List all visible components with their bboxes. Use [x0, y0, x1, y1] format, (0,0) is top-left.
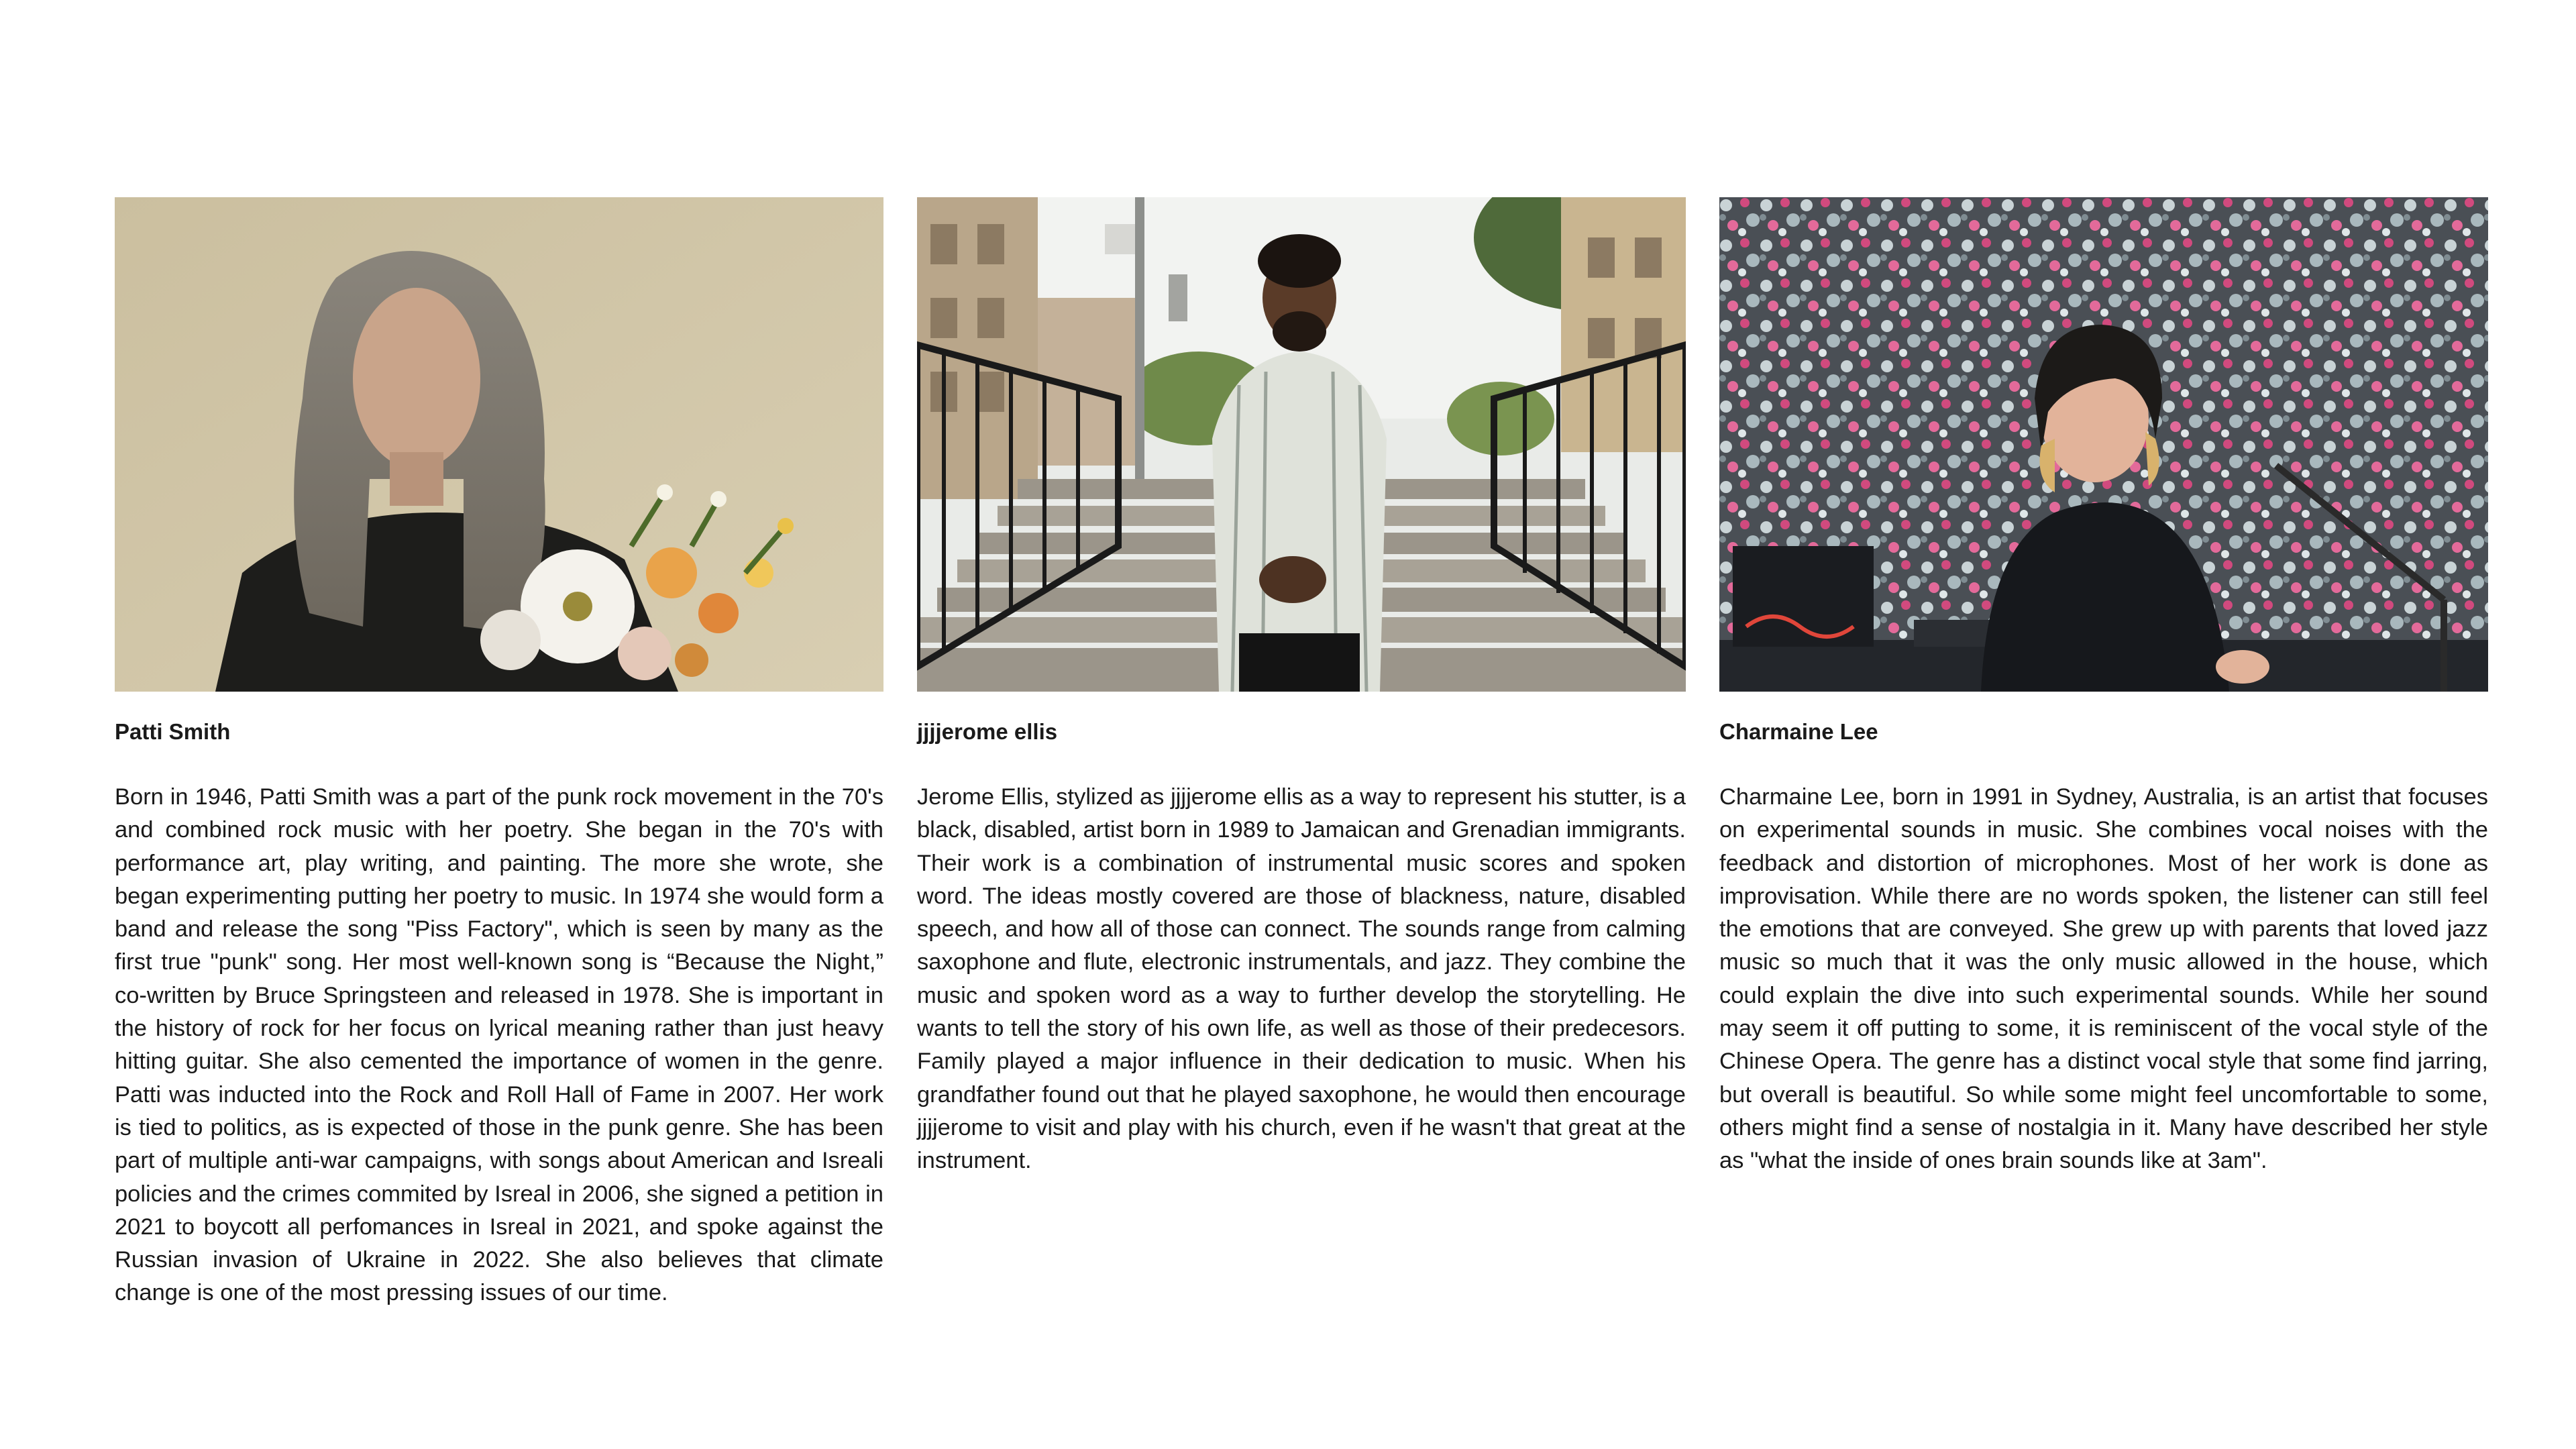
artist-card-charmaine-lee — [1719, 197, 2488, 1178]
artist-card-patti-smith — [115, 197, 883, 1310]
portrait-photo-icon — [917, 197, 1686, 692]
artist-name: Patti Smith — [115, 719, 231, 744]
artist-bio: Charmaine Lee, born in 1991 in Sydney, Australia, is an artist that focuses on experimental sounds in music. She combines vocal noises with the feedback and distortion of microphones. Most of her work is done as improvisation. While there are no words spoken, the listener can still feel the emotions that are conveyed. She grew up with parents that loved jazz music so much that it was the only music allowed in the house, which could explain the dive into such experimental sounds. While her sound may seem it off putting to some, it is reminiscent of the vocal style of the Chinese Opera. The genre has a distinct vocal style that some find jarring, but overall is beautiful. So while some might feel uncomfortable to some, others might find a sense of nostalgia in it. Many have described her style as "what the inside of ones brain sounds like at 3am". — [1719, 784, 2488, 1174]
artist-name: Charmaine Lee — [1719, 719, 1878, 744]
portrait-photo-icon — [115, 197, 883, 692]
patti-smith-photo — [115, 197, 883, 692]
charmaine-lee-photo — [1719, 197, 2488, 692]
artist-bio: Jerome Ellis, stylized as jjjjerome ellis as a way to represent his stutter, is a black, disabled, artist born in 1989 to Jamaican and Grenadian immigrants. Their work is a combination of instrumental music scores and spoken word. The ideas mostly covered are those of blackness, nature, disabled speech, and how all of those can connect. The sounds range from calming saxophone and flute, electronic instrumentals, and jazz. They combine the music and spoken word as a way to further develop the storytelling. He wants to tell the story of his own life, as well as those of their predecesors. Family played a major influence in their dedication to music. When his grandfather found out that he played saxophone, he would then encourage jjjjerome to visit and play with his church, even if he wasn't that great at the instrument. — [917, 784, 1686, 1174]
jjjjerome-ellis-photo — [917, 197, 1686, 692]
artist-bio: Born in 1946, Patti Smith was a part of the punk rock movement in the 70's and combined rock music with her poetry. She began in the 70's with performance art, play writing, and painting. The more she wrote, she began experimenting putting her poetry to music. In 1974 she would form a band and release the song "Piss Factory", which is seen by many as the first true "punk" song. Her most well-known song is “Because the Night,” co-written by Bruce Springsteen and released in 1978. She is important in the history of rock for her focus on lyrical meaning rather than just heavy hitting guitar. She also cemented the importance of women in the genre. Patti was inducted into the Rock and Roll Hall of Fame in 2007. Her work is tied to politics, as is expected of those in the punk genre. She has been part of multiple anti-war campaigns, with songs about American and Isreali policies and the crimes commited by Isreal in 2006, she signed a petition in 2021 to boycott all perfomances in Isreal in 2021, and spoke against the Russian invasion of Ukraine in 2022. She also believes that climate change is one of the most pressing issues of our time. — [115, 784, 883, 1306]
artist-card-jjjjerome-ellis — [917, 197, 1686, 1178]
portrait-photo-icon — [1719, 197, 2488, 692]
artist-name: jjjjerome ellis — [917, 719, 1058, 744]
